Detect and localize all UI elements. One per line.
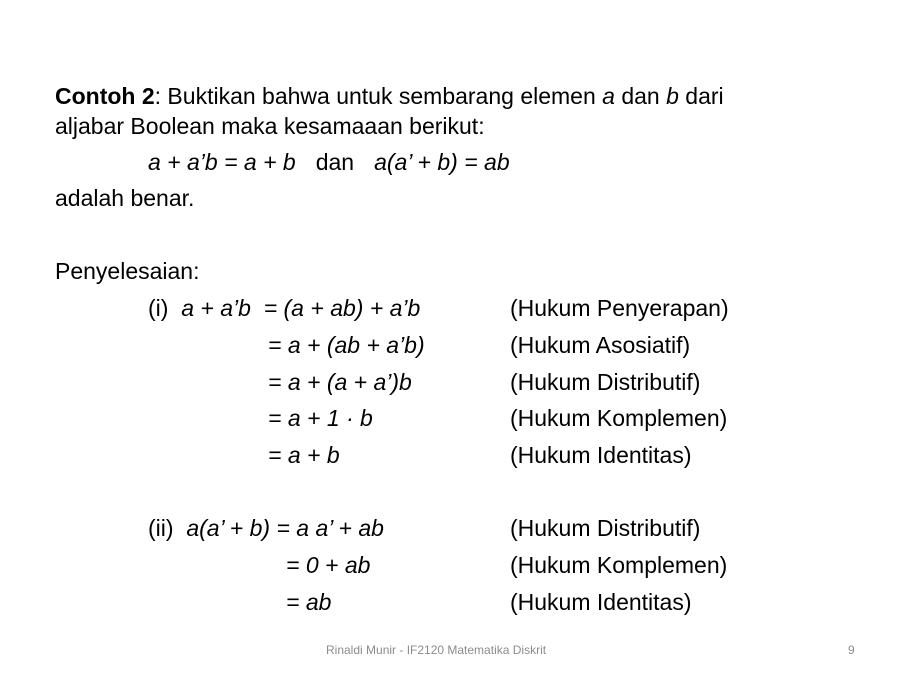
proof-step: = a + 1 · b <box>268 405 373 431</box>
law-name: (Hukum Distributif) <box>510 369 701 395</box>
law-name: (Hukum Distributif) <box>510 515 701 541</box>
proof-i-row-1 <box>148 294 420 322</box>
law-name: (Hukum Penyerapan) <box>510 295 729 321</box>
proof-step: = ab <box>286 589 332 615</box>
proof-step: = a a’ + ab <box>276 515 384 541</box>
proof-label: (ii) <box>148 515 174 541</box>
law-name: (Hukum Komplemen) <box>510 552 728 578</box>
law-name: (Hukum Identitas) <box>510 442 692 468</box>
proof-step: = (a + ab) + a’b <box>263 295 421 321</box>
identity-1: a + a’b = a + b <box>148 149 296 175</box>
problem-text: dari <box>678 83 724 109</box>
problem-statement-line-4: adalah benar. <box>55 185 195 211</box>
conjunction: dan <box>315 149 355 175</box>
problem-text: dan <box>614 83 667 109</box>
law-name: (Hukum Identitas) <box>510 589 692 615</box>
proof-step: = a + (ab + a’b) <box>268 332 425 358</box>
solution-heading: Penyelesaian: <box>55 258 200 284</box>
problem-text: : Buktikan bahwa untuk sembarang elemen <box>154 83 603 109</box>
proof-lhs: a + a’b <box>181 295 251 321</box>
law-name: (Hukum Asosiatif) <box>510 332 691 358</box>
page-number: 9 <box>848 643 855 657</box>
proof-step: = a + b <box>268 442 340 468</box>
proof-step: = 0 + ab <box>286 552 371 578</box>
problem-statement-line-2: aljabar Boolean maka kesamaaan berikut: <box>55 113 485 139</box>
proof-ii-row-1 <box>148 514 384 542</box>
footer-author-course: Rinaldi Munir - IF2120 Matematika Diskrit <box>326 643 547 657</box>
example-label: Contoh 2 <box>55 83 155 109</box>
var-b: b <box>666 83 679 109</box>
proof-label: (i) <box>148 295 169 321</box>
proof-step: = a + (a + a’)b <box>268 369 412 395</box>
proof-lhs: a(a’ + b) <box>186 515 271 541</box>
var-a: a <box>602 83 615 109</box>
identities-line <box>148 148 510 176</box>
problem-statement-line-1 <box>55 82 724 110</box>
identity-2: a(a’ + b) = ab <box>374 149 510 175</box>
law-name: (Hukum Komplemen) <box>510 405 728 431</box>
